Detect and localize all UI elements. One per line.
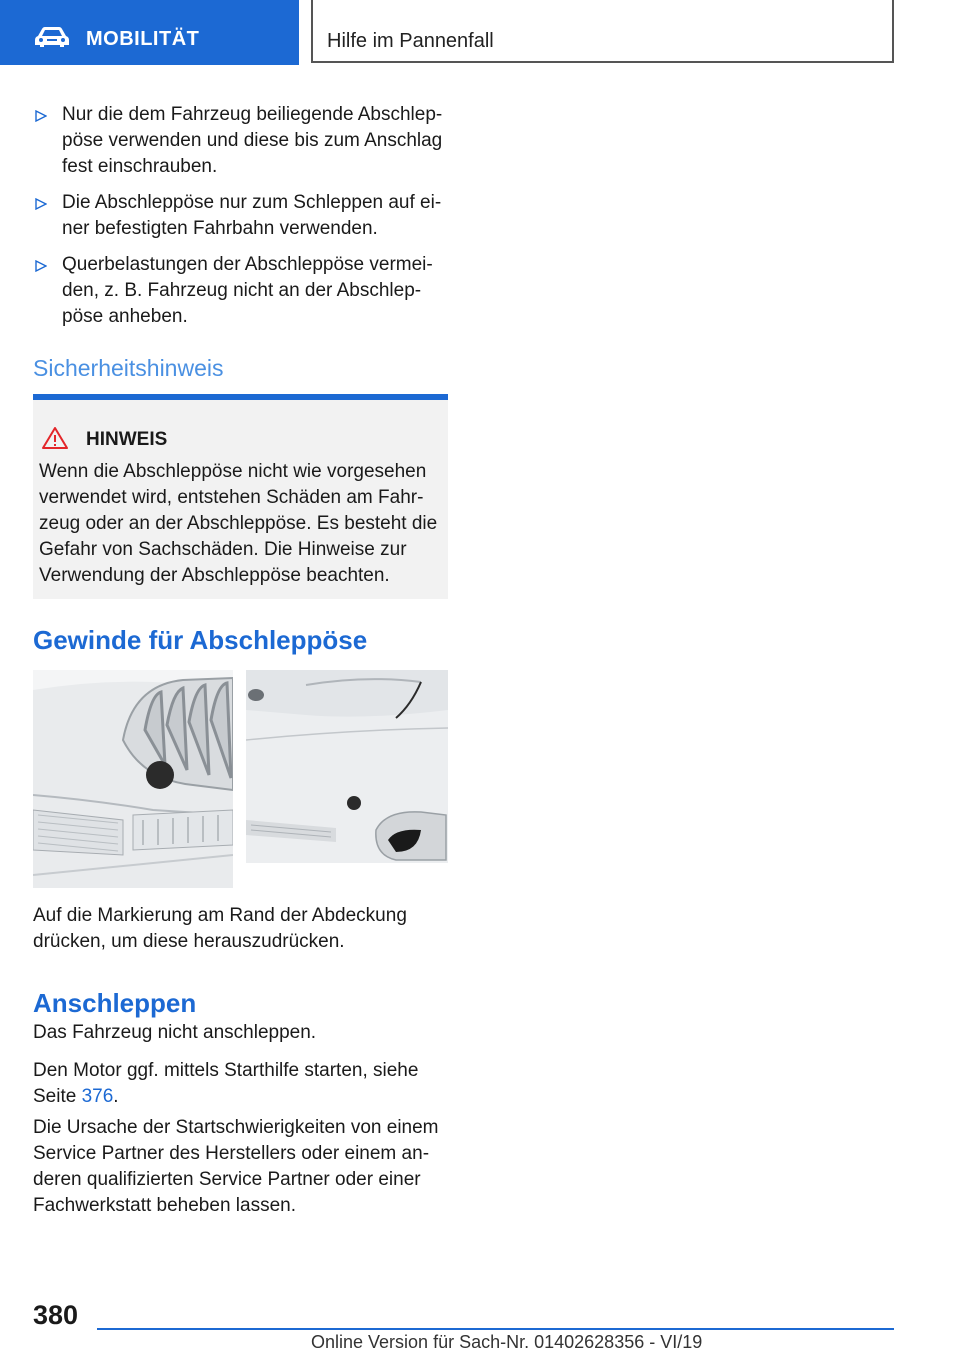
list-item bbox=[33, 102, 448, 180]
footer-divider bbox=[97, 1328, 894, 1330]
bullet-text: Die Abschleppöse nur zum Schleppen auf einer befestigten Fahrbahn verwenden. bbox=[62, 192, 442, 239]
anschleppen-text-1: Das Fahrzeug nicht anschleppen. bbox=[33, 1022, 317, 1043]
page-number: 380 bbox=[33, 1300, 79, 1330]
safety-heading: Sicherheitshinweis bbox=[33, 355, 224, 381]
chapter-title: MOBILITÄT bbox=[86, 28, 200, 50]
triangle-bullet-icon bbox=[35, 260, 47, 272]
bullet-text: Nur die dem Fahrzeug beiliegende Abschleppöse verwenden und diese bis zum Anschlag fest einschrauben. bbox=[62, 104, 443, 177]
bullet-list bbox=[33, 102, 448, 340]
triangle-bullet-icon bbox=[35, 198, 47, 210]
footer-text: Online Version für Sach-Nr. 01402628356 - VI/19 bbox=[311, 1332, 703, 1352]
anschleppen-heading: Anschleppen bbox=[33, 988, 197, 1018]
warning-icon bbox=[41, 426, 69, 450]
page-reference-link[interactable]: 376 bbox=[81, 1086, 114, 1107]
notice-title: HINWEIS bbox=[86, 429, 168, 450]
notice-box bbox=[33, 394, 448, 599]
notice-text: Wenn die Abschleppöse nicht wie vorgesehen verwendet wird, entstehen Schäden am Fahrzeug oder an der Abschleppöse. Es besteht die Gefahr von Sachschäden. Die Hinweise zur Verwendung der Abschleppöse beachten. bbox=[39, 461, 438, 586]
front-bumper-image bbox=[33, 670, 233, 888]
car-icon bbox=[34, 26, 70, 48]
anschleppen-text-2 bbox=[33, 1058, 448, 1110]
anschleppen-text-2-after: . bbox=[113, 1086, 119, 1107]
section-title: Hilfe im Pannenfall bbox=[327, 30, 494, 52]
list-item bbox=[33, 252, 448, 330]
anschleppen-text-3: Die Ursache der Startschwierigkeiten von einem Service Partner des Herstellers oder einem anderen qualifizierten Service Partner oder einer Fachwerkstatt beheben lassen. bbox=[33, 1117, 439, 1216]
gewinde-heading: Gewinde für Abschleppöse bbox=[33, 625, 368, 655]
gewinde-text: Auf die Markierung am Rand der Abdeckung drücken, um diese herauszudrücken. bbox=[33, 905, 407, 952]
list-item bbox=[33, 190, 448, 242]
triangle-bullet-icon bbox=[35, 110, 47, 122]
chapter-tab[interactable] bbox=[0, 0, 299, 65]
rear-bumper-image bbox=[246, 670, 448, 863]
section-header bbox=[311, 0, 894, 63]
anschleppen-text-2-before: Den Motor ggf. mittels Starthilfe starten, siehe Seite bbox=[33, 1060, 419, 1107]
bullet-text: Querbelastungen der Abschleppöse vermeiden, z. B. Fahrzeug nicht an der Abschleppöse anheben. bbox=[62, 254, 433, 327]
